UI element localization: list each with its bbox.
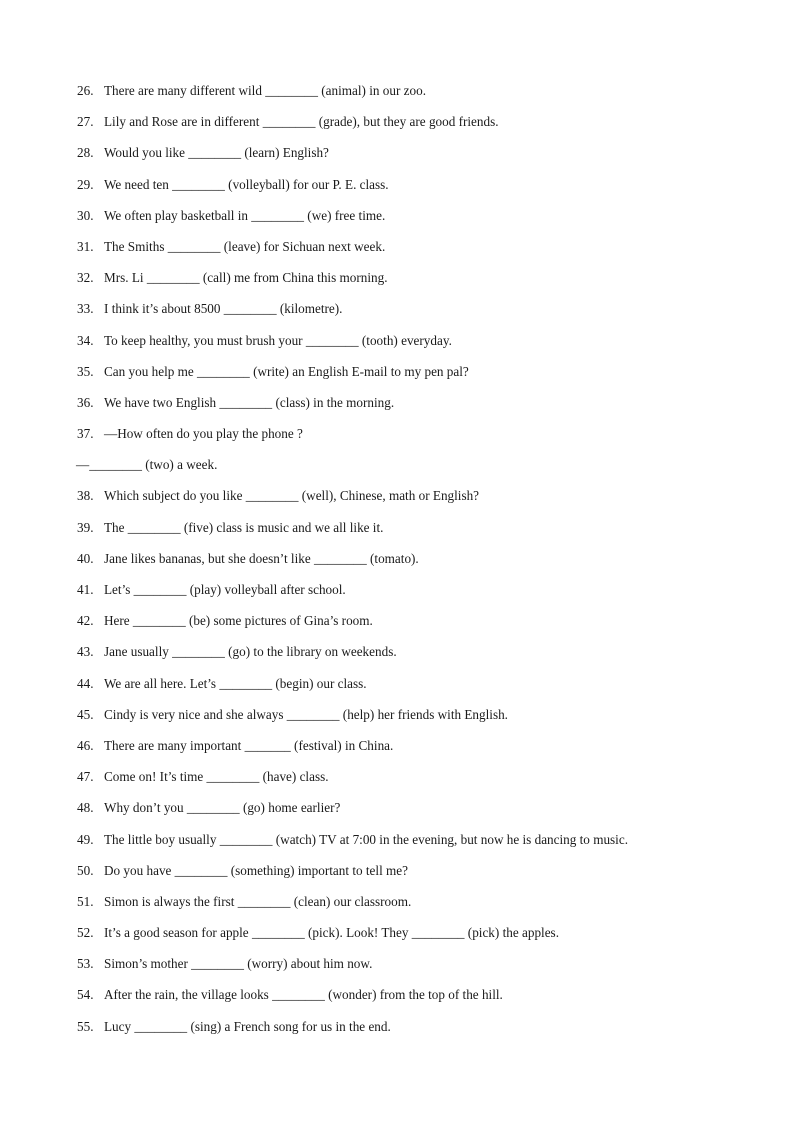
question-item <box>77 235 757 266</box>
question-number: 39. <box>77 519 94 535</box>
question-item <box>77 640 757 671</box>
question-text: Which subject do you like ________ (well), Chinese, math or English? <box>104 488 480 504</box>
question-item <box>77 890 757 921</box>
question-item <box>77 516 757 547</box>
question-item <box>77 391 757 422</box>
question-item <box>77 422 757 453</box>
question-number: 31. <box>77 238 94 254</box>
question-text: We need ten ________ (volleyball) for our P. E. class. <box>104 176 389 192</box>
question-item <box>77 859 757 890</box>
question-number: 29. <box>77 176 94 192</box>
question-number: 37. <box>77 426 94 442</box>
question-text: Lucy ________ (sing) a French song for us in the end. <box>104 1018 391 1034</box>
question-text: I think it’s about 8500 ________ (kilometre). <box>104 301 343 317</box>
question-number: 32. <box>77 270 94 286</box>
question-text: Why don’t you ________ (go) home earlier? <box>104 800 341 816</box>
question-text: Do you have ________ (something) important to tell me? <box>104 862 408 878</box>
question-number: 42. <box>77 613 94 629</box>
question-item <box>77 266 757 297</box>
question-number: 28. <box>77 145 94 161</box>
question-text: There are many important _______ (festival) in China. <box>104 737 394 753</box>
question-item <box>77 297 757 328</box>
question-text: The Smiths ________ (leave) for Sichuan next week. <box>104 238 386 254</box>
question-list <box>77 79 757 1046</box>
question-text: Cindy is very nice and she always ________ (help) her friends with English. <box>104 706 508 722</box>
question-text: Come on! It’s time ________ (have) class. <box>104 769 329 785</box>
question-item <box>77 672 757 703</box>
question-item <box>77 484 757 515</box>
question-text: Jane likes bananas, but she doesn’t like ________ (tomato). <box>104 550 419 566</box>
question-item <box>77 360 757 391</box>
question-number: 30. <box>77 207 94 223</box>
question-number: 33. <box>77 301 94 317</box>
question-item <box>77 547 757 578</box>
question-text: Lily and Rose are in different ________ (grade), but they are good friends. <box>104 114 499 130</box>
question-text: The ________ (five) class is music and we all like it. <box>104 519 384 535</box>
question-text: Simon is always the first ________ (clean) our classroom. <box>104 893 412 909</box>
question-number: 46. <box>77 737 94 753</box>
question-number: 27. <box>77 114 94 130</box>
question-text: Can you help me ________ (write) an English E-mail to my pen pal? <box>104 363 469 379</box>
question-text: Let’s ________ (play) volleyball after school. <box>104 582 346 597</box>
question-number: 55. <box>77 1018 94 1034</box>
question-number: 40. <box>77 550 94 566</box>
question-number: 52. <box>77 925 94 941</box>
question-item <box>77 578 757 609</box>
question-number: 44. <box>77 675 94 691</box>
question-item <box>77 204 757 235</box>
question-number: 34. <box>77 332 94 348</box>
question-number: 47. <box>77 769 94 785</box>
question-number: 51. <box>77 893 94 909</box>
question-text: After the rain, the village looks ________ (wonder) from the top of the hill. <box>104 987 503 1003</box>
question-text: It’s a good season for apple ________ (pick). Look! They ________ (pick) the apples. <box>104 925 559 941</box>
question-text: We are all here. Let’s ________ (begin) our class. <box>104 675 367 691</box>
question-item <box>77 703 757 734</box>
question-text: Mrs. Li ________ (call) me from China this morning. <box>104 270 388 286</box>
question-item <box>77 79 757 110</box>
question-number: 54. <box>77 987 94 1003</box>
question-number: 43. <box>77 644 94 660</box>
question-text: Jane usually ________ (go) to the library on weekends. <box>104 644 397 660</box>
question-number: 53. <box>77 956 94 972</box>
question-number: 35. <box>77 363 94 379</box>
question-text: Here ________ (be) some pictures of Gina’s room. <box>104 613 373 629</box>
question-text: —How often do you play the phone ? <box>104 426 303 442</box>
question-number: 36. <box>77 394 94 410</box>
question-item <box>77 983 757 1014</box>
question-item <box>77 173 757 204</box>
question-item <box>77 921 757 952</box>
question-item <box>77 828 757 859</box>
question-item <box>77 734 757 765</box>
question-text: —________ (two) a week. <box>76 457 218 473</box>
question-answer-line <box>76 453 757 484</box>
question-item <box>77 609 757 640</box>
question-number: 50. <box>77 862 94 878</box>
question-number: 49. <box>77 831 94 847</box>
question-item <box>77 952 757 983</box>
question-number: 48. <box>77 800 94 816</box>
question-text: There are many different wild ________ (animal) in our zoo. <box>104 83 427 98</box>
question-item <box>77 1015 757 1046</box>
question-number: 45. <box>77 706 94 722</box>
question-item <box>77 110 757 141</box>
question-number: 38. <box>77 488 94 504</box>
question-text: Would you like ________ (learn) English? <box>104 145 329 161</box>
question-number: 41. <box>77 582 94 597</box>
question-text: We often play basketball in ________ (we) free time. <box>104 207 386 223</box>
question-item <box>77 329 757 360</box>
question-item <box>77 141 757 172</box>
question-number: 26. <box>77 83 94 98</box>
question-item <box>77 765 757 796</box>
question-text: The little boy usually ________ (watch) TV at 7:00 in the evening, but now he is dancing to music. <box>104 831 628 847</box>
question-text: Simon’s mother ________ (worry) about him now. <box>104 956 373 972</box>
question-item <box>77 796 757 827</box>
question-text: We have two English ________ (class) in the morning. <box>104 394 395 410</box>
question-text: To keep healthy, you must brush your ________ (tooth) everyday. <box>104 332 452 348</box>
